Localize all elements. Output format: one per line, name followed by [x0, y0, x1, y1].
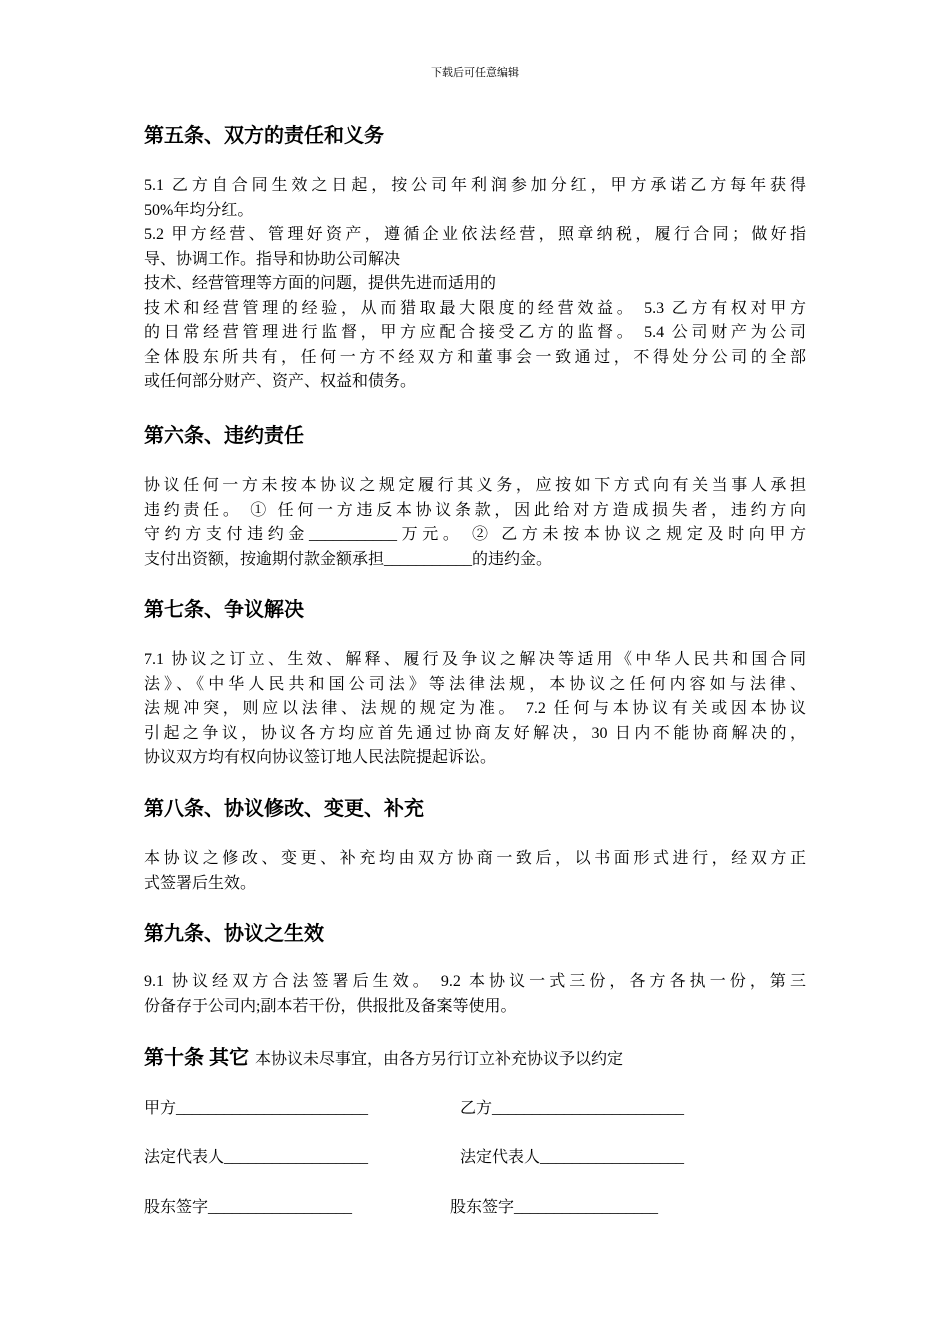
section-6-title: 第六条、违约责任 [144, 425, 304, 447]
section-8-title: 第八条、协议修改、变更、补充 [144, 798, 424, 820]
party-b-signature-line: 乙方________________________ [460, 1100, 685, 1117]
section-8-line: 本协议之修改、变更、补充均由双方协商一致后，以书面形式进行，经双方正 [144, 850, 806, 867]
shareholder-a-signature-line: 股东签字__________________ [144, 1199, 353, 1216]
section-5-title: 第五条、双方的责任和义务 [144, 125, 384, 147]
page-header-note: 下载后可任意编辑 [431, 67, 519, 79]
section-10-title: 第十条 其它 [144, 1047, 249, 1069]
section-9-title: 第九条、协议之生效 [144, 923, 324, 945]
section-10-text: 本协议未尽事宜，由各方另行订立补充协议予以约定 [255, 1051, 624, 1068]
section-5-line: 全体股东所共有，任何一方不经双方和董事会一致通过，不得处分公司的全部 [144, 348, 806, 366]
section-9-body [144, 970, 806, 1019]
section-9-line: 9.1 协议经双方合法签署后生效。 9.2 本协议一式三份，各方各执一份，第三 [144, 973, 806, 990]
section-5-line: 或任何部分财产、资产、权益和债务。 [144, 373, 417, 390]
shareholder-b-signature-line: 股东签字__________________ [450, 1199, 659, 1216]
section-6-line: 协议任何一方未按本协议之规定履行其义务，应按如下方式向有关当事人承担 [144, 477, 806, 494]
section-5-line: 技术、经营管理等方面的问题，提供先进而适用的 [144, 275, 497, 292]
section-5-line: 技术和经营管理的经验，从而猎取最大限度的经营效益。 5.3 乙方有权对甲方 [144, 299, 806, 317]
section-7-line: 法规冲突，则应以法律、法规的规定为准。 7.2 任何与本协议有关或因本协议 [144, 700, 806, 717]
signature-row-representative [144, 1145, 806, 1171]
section-7-line: 协议双方均有权向协议签订地人民法院提起诉讼。 [144, 749, 497, 766]
section-6-line: 守约方支付违约金___________万元。 ② 乙方未按本协议之规定及时向甲方 [144, 526, 806, 543]
section-5-line: 50%年均分红。 [144, 201, 254, 219]
section-6-body [144, 474, 806, 572]
section-7-body [144, 648, 806, 771]
section-8-body [144, 847, 806, 896]
signature-row-shareholder [144, 1195, 806, 1221]
section-7-line: 法》、《中华人民共和国公司法》等法律法规，本协议之任何内容如与法律、 [144, 675, 806, 693]
section-8-line: 式签署后生效。 [144, 874, 257, 892]
section-5-line: 5.1 乙方自合同生效之日起，按公司年利润参加分红，甲方承诺乙方每年获得 [144, 177, 806, 194]
section-9-line: 份备存于公司内;副本若干份，供报批及备案等使用。 [144, 997, 517, 1015]
section-6-line: 违约责任。 ① 任何一方违反本协议条款，因此给对方造成损失者，违约方向 [144, 501, 806, 519]
section-7-line: 7.1 协议之订立、生效、解释、履行及争议之解决等适用《中华人民共和国合同 [144, 651, 806, 668]
signature-row-party [144, 1096, 806, 1122]
section-5-line: 导、协调工作。指导和协助公司解决 [144, 250, 401, 268]
section-5-line: 5.2 甲方经营、管理好资产，遵循企业依法经营，照章纳税，履行合同；做好指 [144, 226, 806, 243]
section-10 [144, 1045, 806, 1073]
section-6-line: 支付出资额，按逾期付款金额承担___________的违约金。 [144, 550, 553, 568]
representative-b-signature-line: 法定代表人__________________ [460, 1149, 685, 1166]
section-7-line: 引起之争议，协议各方均应首先通过协商友好解决，30 日内不能协商解决的， [144, 724, 806, 742]
section-5-body [144, 174, 806, 395]
representative-a-signature-line: 法定代表人__________________ [144, 1149, 369, 1166]
section-5-line: 的日常经营管理进行监督，甲方应配合接受乙方的监督。 5.4 公司财产为公司 [144, 324, 806, 341]
section-7-title: 第七条、争议解决 [144, 599, 304, 621]
party-a-signature-line: 甲方________________________ [144, 1100, 369, 1117]
